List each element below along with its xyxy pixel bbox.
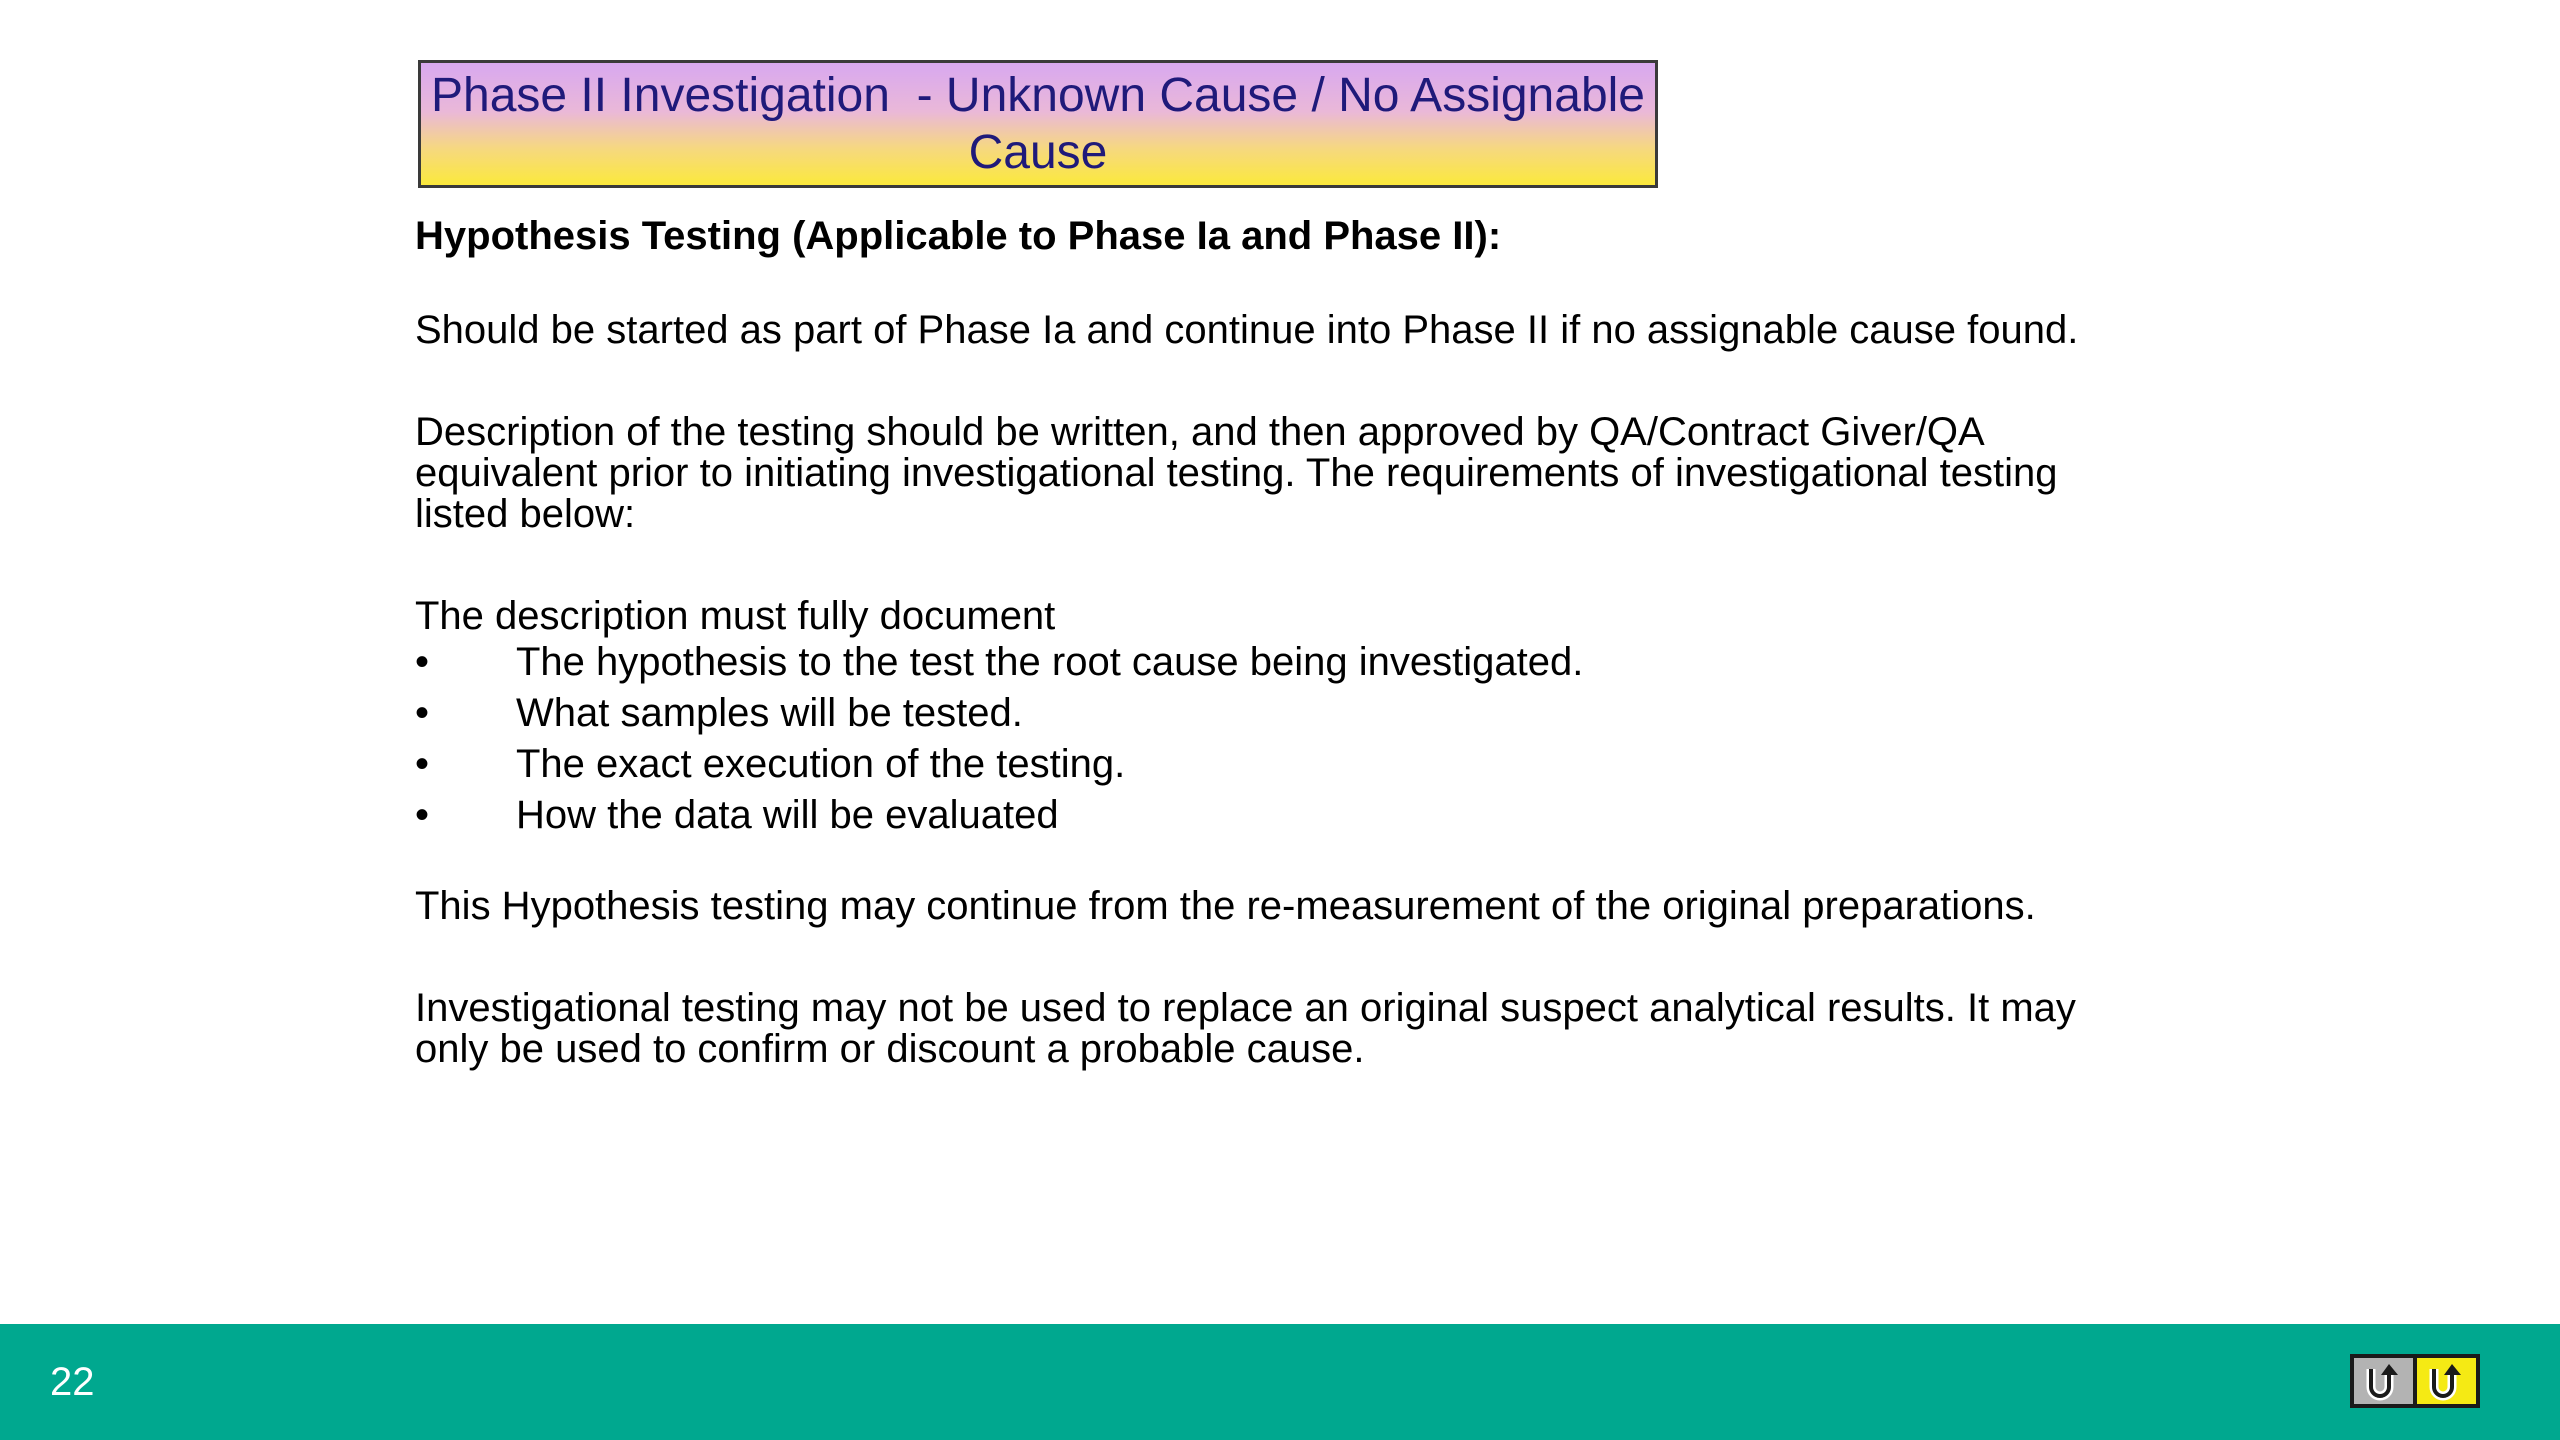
list-item-text: How the data will be evaluated — [516, 793, 1059, 837]
section-heading: Hypothesis Testing (Applicable to Phase Ia and Phase II): — [415, 214, 1502, 258]
bullet-icon: • — [415, 742, 430, 786]
list-item — [415, 790, 2115, 841]
slide-title: Phase II Investigation - Unknown Cause / No Assignable Cause — [430, 69, 1659, 179]
footer-bar — [0, 1324, 2560, 1440]
list-item — [415, 688, 2115, 739]
bullet-icon: • — [415, 793, 430, 837]
paragraph-no-replace: Investigational testing may not be used to replace an original suspect analytical results. It may only be used to confirm or discount a probable cause. — [415, 986, 2076, 1071]
paragraph-remeasurement: This Hypothesis testing may continue from the re-measurement of the original preparations. — [415, 884, 2036, 928]
list-item-text: The exact execution of the testing. — [516, 742, 1126, 786]
paragraph-must-document: The description must fully document — [415, 594, 1056, 638]
title-banner — [418, 60, 1658, 188]
bullet-icon: • — [415, 640, 430, 684]
paragraph-description-approval: Description of the testing should be written, and then approved by QA/Contract Giver/QA equivalent prior to initiating investigational testing. The requirements of investigational testing listed below: — [415, 410, 2058, 536]
page-number: 22 — [50, 1360, 95, 1404]
requirements-list — [415, 637, 2115, 841]
return-button-yellow[interactable] — [2413, 1354, 2480, 1408]
list-item-text: What samples will be tested. — [516, 691, 1023, 735]
slide-body — [415, 208, 2115, 1070]
navigation-buttons — [2350, 1354, 2480, 1408]
list-item-text: The hypothesis to the test the root cause being investigated. — [516, 640, 1584, 684]
return-button-grey[interactable] — [2350, 1354, 2417, 1408]
paragraph-start-phase: Should be started as part of Phase Ia and continue into Phase II if no assignable cause found. — [415, 308, 2079, 352]
list-item — [415, 739, 2115, 790]
return-arrow-icon — [2361, 1361, 2407, 1401]
bullet-icon: • — [415, 691, 430, 735]
list-item — [415, 637, 2115, 688]
return-arrow-icon — [2424, 1361, 2470, 1401]
